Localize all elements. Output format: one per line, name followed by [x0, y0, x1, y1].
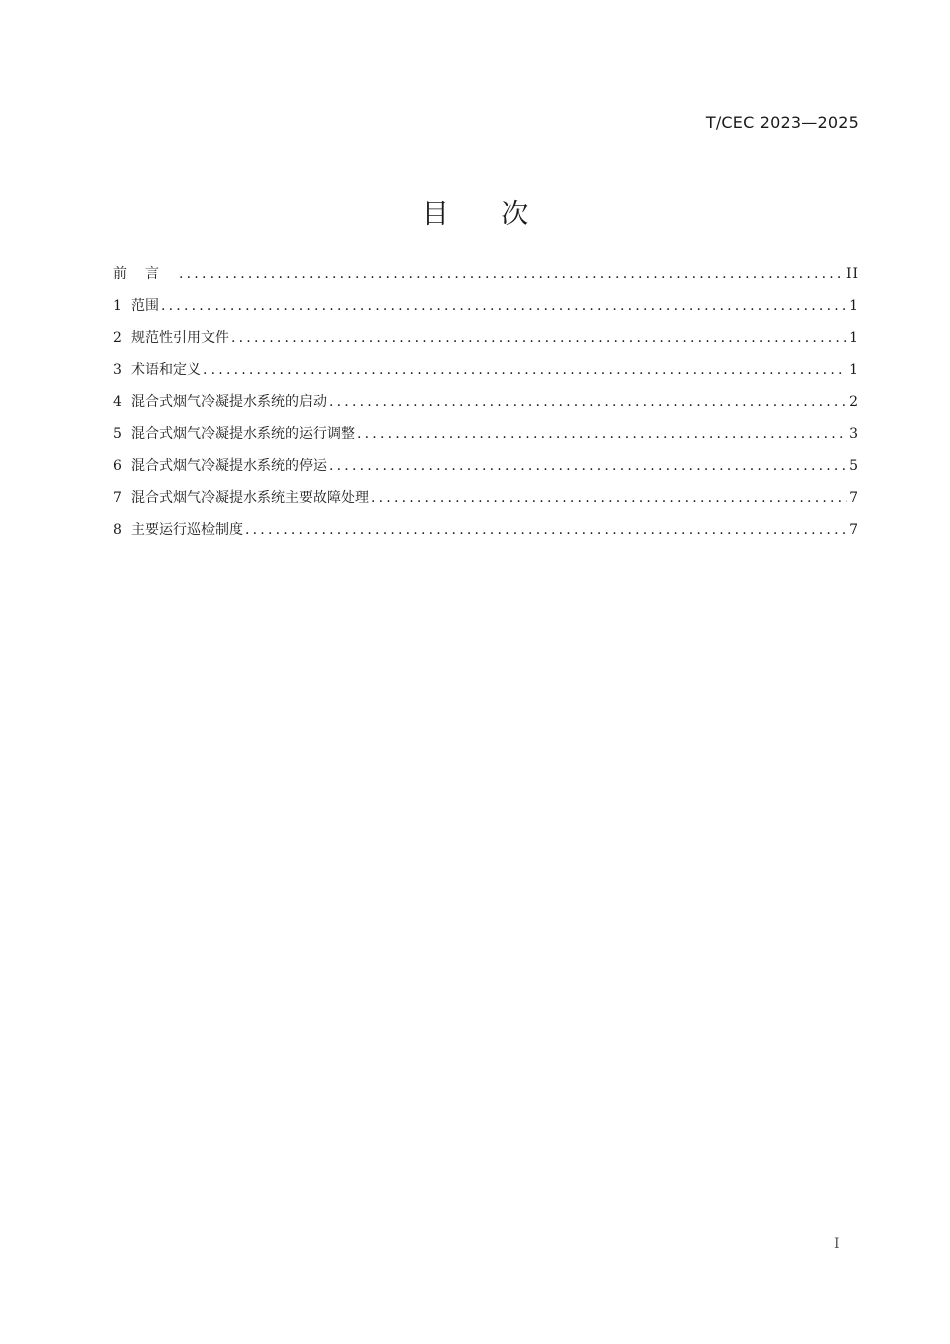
toc-entry-number: 2 — [113, 330, 122, 346]
toc-entry-number: 3 — [113, 362, 122, 378]
document-code: T/CEC 2023—2025 — [705, 113, 859, 132]
toc-leader-dots — [357, 422, 847, 446]
toc-entry-page: 1 — [849, 330, 859, 346]
toc-entry-5[interactable] — [113, 422, 859, 454]
toc-entry-label: 混合式烟气冷凝提水系统的运行调整 — [131, 426, 355, 442]
toc-entry-foreword[interactable] — [113, 262, 859, 294]
toc-list — [113, 262, 859, 550]
toc-entry-number: 7 — [113, 490, 122, 506]
toc-entry-page: 7 — [849, 522, 859, 538]
toc-entry-page: 2 — [849, 394, 859, 410]
toc-entry-label: 范围 — [131, 298, 159, 314]
toc-entry-label: 术语和定义 — [131, 362, 201, 378]
toc-leader-dots — [245, 518, 847, 542]
toc-entry-page: 7 — [849, 490, 859, 506]
toc-entry-8[interactable] — [113, 518, 859, 550]
toc-entry-page: 1 — [849, 362, 859, 378]
page-number: I — [834, 1236, 840, 1252]
toc-entry-label: 前言 — [113, 266, 177, 282]
toc-entry-page: 5 — [849, 458, 859, 474]
toc-entry-4[interactable] — [113, 390, 859, 422]
toc-entry-6[interactable] — [113, 454, 859, 486]
toc-entry-page: 3 — [849, 426, 859, 442]
toc-entry-label: 规范性引用文件 — [131, 330, 229, 346]
toc-leader-dots — [329, 390, 847, 414]
toc-leader-dots — [329, 454, 847, 478]
toc-entry-number: 8 — [113, 522, 122, 538]
toc-leader-dots — [203, 358, 847, 382]
toc-entry-number: 1 — [113, 298, 122, 314]
toc-entry-page: II — [845, 266, 859, 282]
toc-leader-dots — [161, 294, 847, 318]
toc-entry-page: 1 — [849, 298, 859, 314]
toc-entry-2[interactable] — [113, 326, 859, 358]
toc-leader-dots — [179, 262, 844, 286]
toc-entry-3[interactable] — [113, 358, 859, 390]
toc-entry-label: 混合式烟气冷凝提水系统的启动 — [131, 394, 327, 410]
toc-entry-number: 6 — [113, 458, 122, 474]
toc-entry-number: 4 — [113, 394, 122, 410]
toc-entry-label: 混合式烟气冷凝提水系统的停运 — [131, 458, 327, 474]
toc-entry-number: 5 — [113, 426, 122, 442]
toc-leader-dots — [231, 326, 847, 350]
toc-entry-1[interactable] — [113, 294, 859, 326]
toc-entry-label: 主要运行巡检制度 — [131, 522, 243, 538]
toc-entry-label: 混合式烟气冷凝提水系统主要故障处理 — [131, 490, 369, 506]
toc-leader-dots — [371, 486, 847, 510]
toc-title: 目 次 — [421, 199, 551, 230]
toc-entry-7[interactable] — [113, 486, 859, 518]
